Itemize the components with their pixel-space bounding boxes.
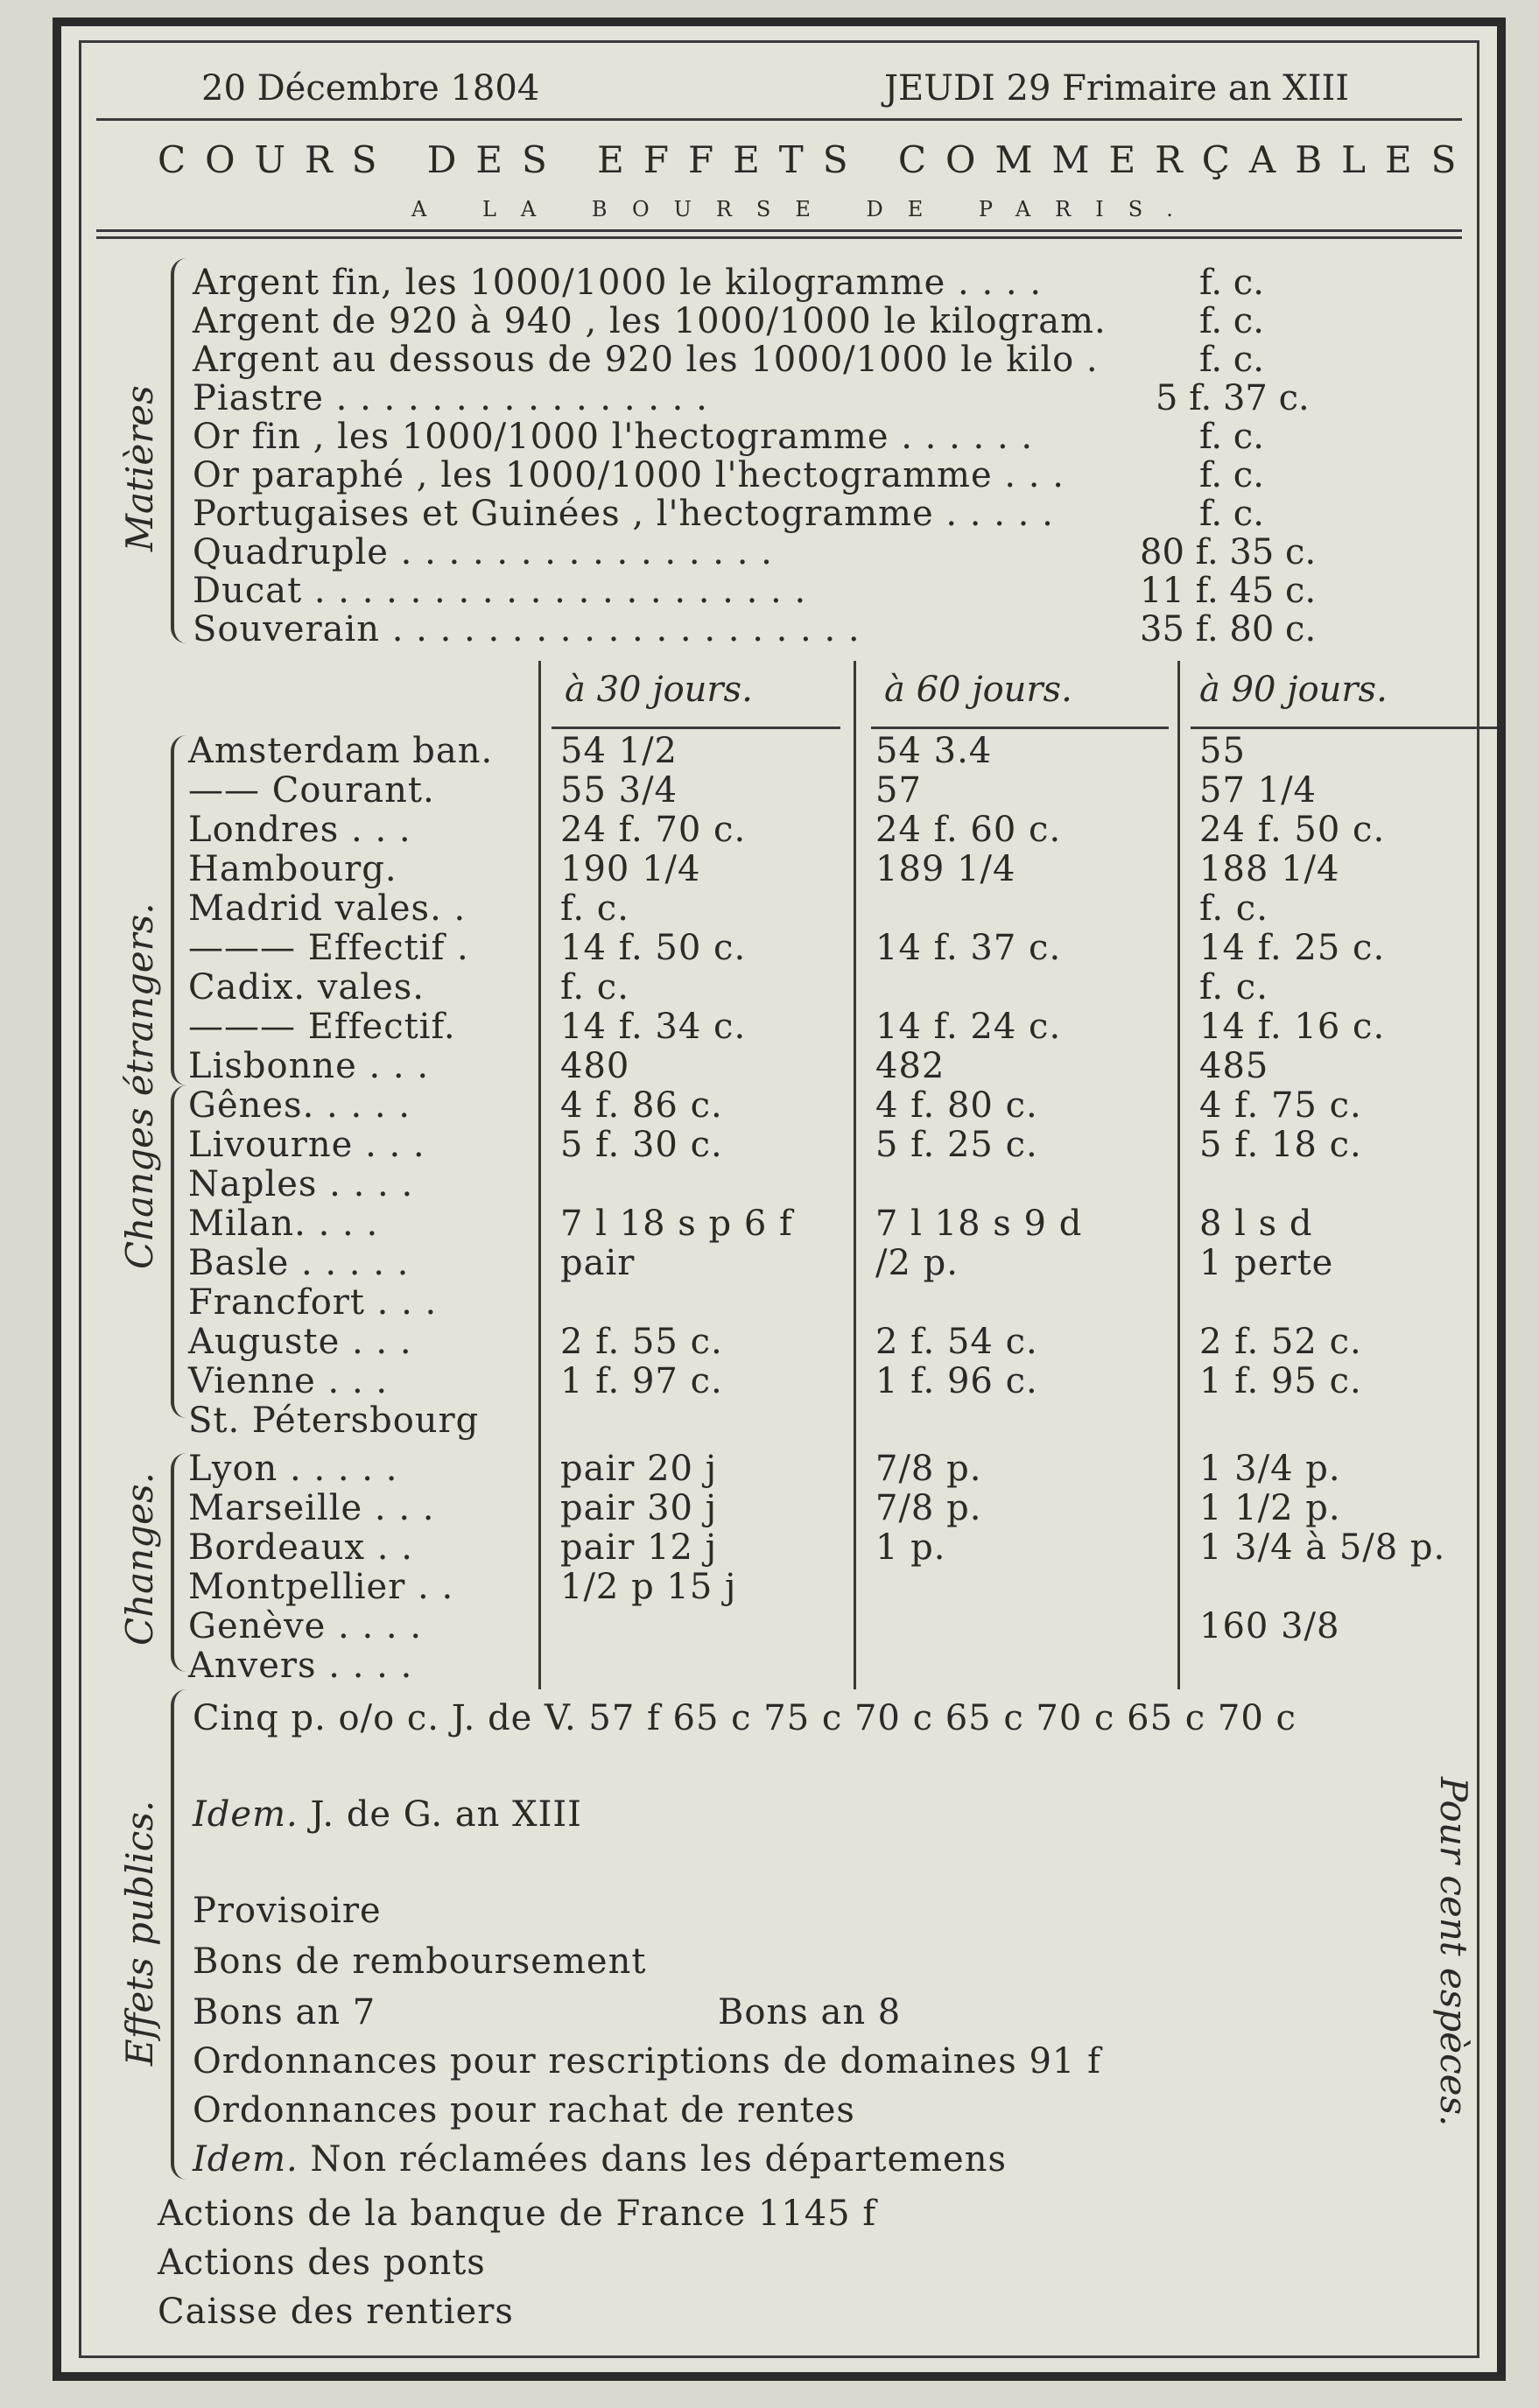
idem-text: J. de G. an XIII [310, 1794, 582, 1835]
matiere-value: f. c. [1199, 417, 1264, 457]
rate-60-days: 14 f. 24 c. [875, 1007, 1062, 1047]
rate-30-days: 5 f. 30 c. [560, 1125, 723, 1165]
rate-30-days: 55 3/4 [560, 770, 678, 811]
rate-30-days: 54 1/2 [560, 731, 678, 771]
rate-label: Montpellier . . [188, 1567, 454, 1607]
effet-idem2-line [193, 2139, 1007, 2180]
rate-60-days: 57 [875, 770, 922, 811]
effet-bons-an7: Bons an 7 [193, 1992, 376, 2032]
rate-60-days: 2 f. 54 c. [875, 1322, 1038, 1362]
rate-30-days: f. c. [560, 967, 629, 1007]
rate-30-days: pair 30 j [560, 1488, 718, 1528]
rate-label: Marseille . . . [188, 1488, 435, 1528]
rate-label: ——— Effectif. [188, 1007, 456, 1047]
col-divider-1 [538, 661, 541, 1689]
title-rule-2 [96, 236, 1462, 239]
idem2-label: Idem. [193, 2139, 299, 2180]
rate-90-days: 4 f. 75 c. [1199, 1085, 1362, 1126]
rate-90-days: 188 1/4 [1199, 849, 1340, 889]
rate-30-days: 14 f. 34 c. [560, 1007, 747, 1047]
effet-bons-remboursement: Bons de remboursement [193, 1941, 647, 1982]
rate-30-days: pair [560, 1243, 636, 1283]
rate-90-days: 1 1/2 p. [1199, 1488, 1341, 1528]
matiere-label: Argent au dessous de 920 les 1000/1000 le kilo . [193, 340, 1099, 380]
rate-label: Naples . . . . [188, 1164, 414, 1204]
idem-label: Idem. [193, 1794, 299, 1835]
rate-90-days: 160 3/8 [1199, 1606, 1340, 1646]
rate-60-days: /2 p. [875, 1243, 959, 1283]
date-right: JEUDI 29 Frimaire an XIII [884, 68, 1350, 109]
rate-90-days: 55 [1199, 731, 1246, 771]
rate-label: Francfort . . . [188, 1282, 438, 1323]
footer-actions-banque: Actions de la banque de France 1145 f [158, 2194, 877, 2234]
effet-ordonnances-domaines: Ordonnances pour rescriptions de domaines 91 f [193, 2041, 1101, 2082]
matiere-value: 11 f. 45 c. [1140, 571, 1317, 611]
col-head-60: à 60 jours. [884, 670, 1072, 710]
rate-label: Auguste . . . [188, 1322, 412, 1362]
rate-label: Madrid vales. . [188, 888, 467, 929]
matiere-label: Argent de 920 à 940 , les 1000/1000 le kilogram. [193, 301, 1107, 341]
rate-60-days: 4 f. 80 c. [875, 1085, 1038, 1126]
rate-label: St. Pétersbourg [188, 1401, 480, 1441]
matiere-value: f. c. [1199, 340, 1264, 380]
document-page [53, 18, 1506, 2381]
matiere-label: Portugaises et Guinées , l'hectogramme . . . . . [193, 494, 1054, 534]
rate-label: Livourne . . . [188, 1125, 425, 1165]
rate-label: Amsterdam ban. [188, 731, 494, 771]
effet-cinq: Cinq p. o/o c. J. de V. 57 f 65 c 75 c 70 c 65 c 70 c 65 c 70 c [193, 1698, 1297, 1738]
section-changes-etrangers: Changes étrangers. [118, 902, 161, 1269]
brace-matieres [171, 258, 186, 643]
matiere-label: Ducat . . . . . . . . . . . . . . . . . . . . . [193, 571, 807, 611]
rate-label: —— Courant. [188, 770, 435, 811]
rate-60-days: 5 f. 25 c. [875, 1125, 1038, 1165]
section-pour-cent: Pour cent espèces. [1432, 1777, 1475, 2127]
rate-30-days: 190 1/4 [560, 849, 701, 889]
matiere-label: Quadruple . . . . . . . . . . . . . . . . [193, 532, 773, 572]
brace-changes-etrangers-2 [171, 1085, 186, 1418]
rate-60-days: 189 1/4 [875, 849, 1016, 889]
rate-30-days: pair 12 j [560, 1527, 718, 1568]
rate-90-days: 2 f. 52 c. [1199, 1322, 1362, 1362]
rate-label: Bordeaux . . [188, 1527, 413, 1568]
rate-label: ——— Effectif . [188, 928, 469, 968]
rate-90-days: 1 3/4 p. [1199, 1449, 1341, 1489]
col-divider-2 [854, 661, 856, 1689]
effet-provisoire: Provisoire [193, 1891, 382, 1931]
rate-label: Gênes. . . . . [188, 1085, 411, 1126]
rate-90-days: 485 [1199, 1046, 1269, 1086]
rate-30-days: 2 f. 55 c. [560, 1322, 723, 1362]
rate-60-days: 14 f. 37 c. [875, 928, 1062, 968]
rate-30-days: pair 20 j [560, 1449, 718, 1489]
idem2-text: Non réclamées dans les départemens [310, 2139, 1008, 2180]
effet-bons-an8: Bons an 8 [718, 1992, 902, 2032]
rate-label: Anvers . . . . [188, 1646, 413, 1686]
rate-label: Cadix. vales. [188, 967, 425, 1007]
rate-30-days: 1 f. 97 c. [560, 1361, 723, 1401]
rate-label: Lisbonne . . . [188, 1046, 430, 1086]
rate-60-days: 1 f. 96 c. [875, 1361, 1038, 1401]
rate-90-days: 24 f. 50 c. [1199, 810, 1386, 850]
date-left: 20 Décembre 1804 [201, 68, 540, 109]
rate-90-days: 1 f. 95 c. [1199, 1361, 1362, 1401]
col-head-90: à 90 jours. [1199, 670, 1388, 710]
rate-label: Lyon . . . . . [188, 1449, 398, 1489]
rate-90-days: 1 3/4 à 5/8 p. [1199, 1527, 1446, 1568]
rate-90-days: 57 1/4 [1199, 770, 1317, 811]
rate-60-days: 54 3.4 [875, 731, 993, 771]
rate-90-days: 14 f. 16 c. [1199, 1007, 1386, 1047]
effet-ordonnances-rachat: Ordonnances pour rachat de rentes [193, 2090, 855, 2131]
col-rule-30 [552, 727, 840, 729]
col-rule-90 [1191, 727, 1497, 729]
matiere-value: 80 f. 35 c. [1140, 532, 1317, 572]
page-title: COURS DES EFFETS COMMERÇABLES [158, 138, 1476, 181]
matiere-value: f. c. [1199, 494, 1264, 534]
rate-label: Basle . . . . . [188, 1243, 410, 1283]
header-rule [96, 118, 1462, 121]
brace-changes-etrangers-1 [171, 735, 186, 1085]
rate-90-days: 8 l s d [1199, 1204, 1313, 1244]
matiere-value: f. c. [1199, 263, 1264, 303]
matiere-value: f. c. [1199, 301, 1264, 341]
footer-caisse-rentiers: Caisse des rentiers [158, 2292, 514, 2332]
rate-90-days: f. c. [1199, 967, 1268, 1007]
brace-effets-publics [171, 1689, 186, 2180]
rate-60-days: 7/8 p. [875, 1488, 982, 1528]
rate-label: Genève . . . . [188, 1606, 423, 1646]
rate-30-days: 24 f. 70 c. [560, 810, 747, 850]
footer-actions-ponts: Actions des ponts [158, 2243, 486, 2283]
matiere-label: Or fin , les 1000/1000 l'hectogramme . . . . . . [193, 417, 1034, 457]
matiere-value: f. c. [1199, 455, 1264, 495]
rate-30-days: 7 l 18 s p 6 f [560, 1204, 793, 1244]
rate-30-days: 480 [560, 1046, 630, 1086]
brace-changes [171, 1453, 186, 1672]
page-subtitle: A LA BOURSE DE PARIS. [411, 197, 1198, 221]
matiere-label: Argent fin, les 1000/1000 le kilogramme . . . . [193, 263, 1043, 303]
rate-30-days: 1/2 p 15 j [560, 1567, 737, 1607]
matiere-value: 35 f. 80 c. [1140, 609, 1317, 649]
rate-label: Vienne . . . [188, 1361, 389, 1401]
matiere-label: Souverain . . . . . . . . . . . . . . . . . . . . [193, 609, 861, 649]
col-head-30: à 30 jours. [565, 670, 753, 710]
rate-label: Londres . . . [188, 810, 411, 850]
rate-label: Hambourg. [188, 849, 397, 889]
rate-30-days: f. c. [560, 888, 629, 929]
title-rule-1 [96, 229, 1462, 232]
col-divider-3 [1177, 661, 1180, 1689]
rate-30-days: 14 f. 50 c. [560, 928, 747, 968]
rate-label: Milan. . . . [188, 1204, 379, 1244]
matiere-label: Piastre . . . . . . . . . . . . . . . . [193, 378, 708, 418]
rate-60-days: 7 l 18 s 9 d [875, 1204, 1083, 1244]
rate-60-days: 1 p. [875, 1527, 946, 1568]
col-rule-60 [871, 727, 1169, 729]
effet-idem-line [193, 1794, 582, 1835]
rate-90-days: 1 perte [1199, 1243, 1334, 1283]
rate-60-days: 7/8 p. [875, 1449, 982, 1489]
rate-90-days: 5 f. 18 c. [1199, 1125, 1362, 1165]
rate-90-days: f. c. [1199, 888, 1268, 929]
rate-60-days: 482 [875, 1046, 945, 1086]
section-effets-publics: Effets publics. [118, 1800, 161, 2066]
rate-60-days: 24 f. 60 c. [875, 810, 1062, 850]
section-matieres: Matières [118, 385, 161, 551]
rate-30-days: 4 f. 86 c. [560, 1085, 723, 1126]
section-changes: Changes. [118, 1472, 161, 1646]
matiere-label: Or paraphé , les 1000/1000 l'hectogramme . . . [193, 455, 1065, 495]
matiere-value: 5 f. 37 c. [1156, 378, 1310, 418]
rate-90-days: 14 f. 25 c. [1199, 928, 1386, 968]
